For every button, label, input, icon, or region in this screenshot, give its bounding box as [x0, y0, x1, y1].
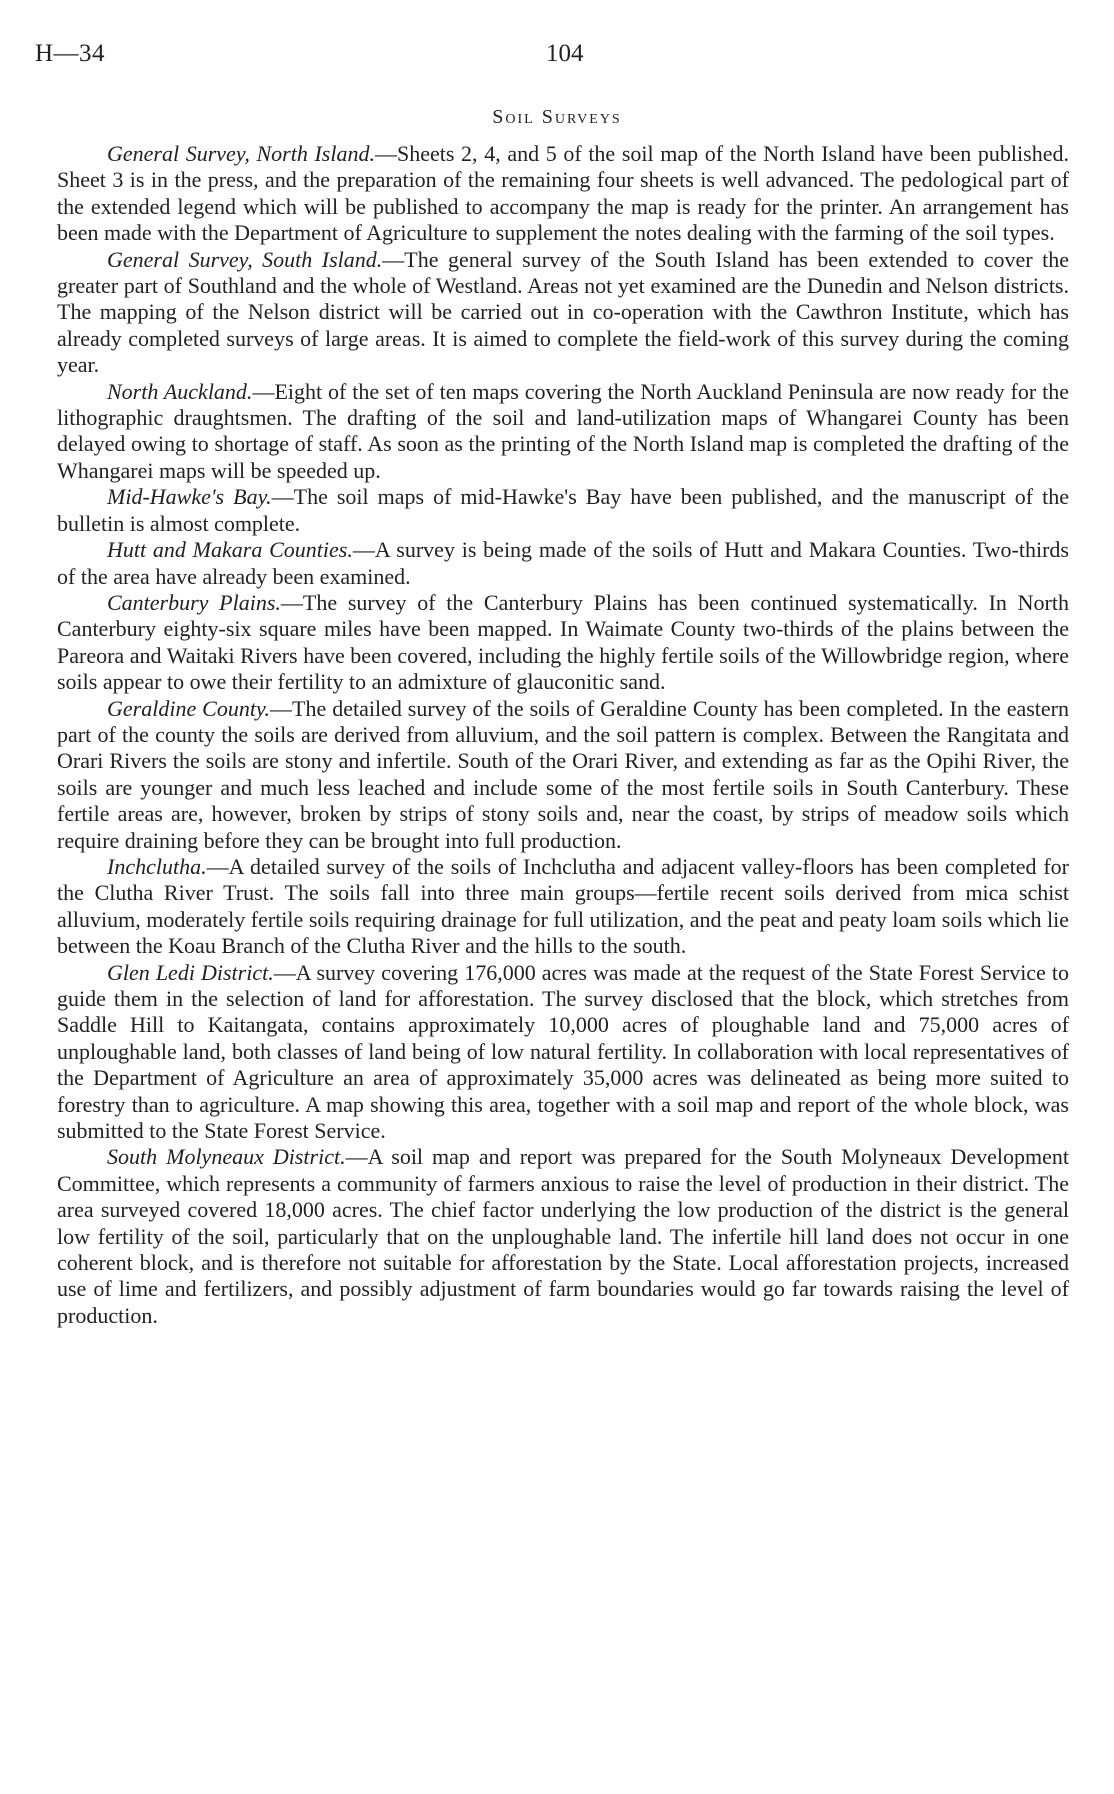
paragraph-heading: General Survey, South Island. [107, 246, 383, 272]
paragraph-text: —The survey of the Canterbury Plains has been continued systematically. In North Canterbury eighty-six square miles have been mapped. In Waimate County two-thirds of the plains between the Pareora and Waitaki Rivers have been covered, including the highly fertile soils of the Willowbridge region, where soils appear to owe their fertility to an admixture of glauconitic sand. [57, 589, 1069, 695]
paragraph-text: —A survey is being made of the soils of Hutt and Makara Counties. Two-thirds of the area have already been examined. [57, 537, 1069, 589]
paragraph-heading: Canterbury Plains. [107, 589, 281, 615]
paragraph-general-survey-north-island [57, 141, 1069, 247]
paragraph-heading: Inchclutha. [107, 853, 207, 879]
paragraph-north-auckland [57, 379, 1069, 485]
paragraph-glen-ledi-district [57, 960, 1069, 1145]
page-number: 104 [546, 40, 584, 67]
paragraph-inchclutha [57, 854, 1069, 960]
paragraph-mid-hawkes-bay [57, 484, 1069, 537]
paragraph-text: —A soil map and report was prepared for the South Molyneaux Development Committee, which represents a community of farmers anxious to raise the level of production in their district. The area surveyed covered 18,000 acres. The chief factor underlying the low production of the district is the general low fertility of the soil, particularly that on the unploughable land. The infertile hill land does not occur in one coherent block, and is therefore not suitable for afforestation by the State. Local afforestation projects, increased use of lime and fertilizers, and possibly adjustment of farm boundaries would go far towards raising the level of production. [57, 1144, 1069, 1328]
section-title: Soil Surveys [492, 106, 622, 128]
paragraph-geraldine-county [57, 696, 1069, 854]
paragraph-general-survey-south-island [57, 247, 1069, 379]
paragraph-south-molyneaux-district [57, 1144, 1069, 1329]
paragraph-text: —Sheets 2, 4, and 5 of the soil map of the North Island have been published. Sheet 3 is in the press, and the preparation of the remaining four sheets is well advanced. The pedological part of the extended legend which will be published to accompany the map is ready for the printer. An arrangement has been made with the Department of Agriculture to supplement the notes dealing with the farming of the soil types. [57, 141, 1069, 246]
paragraph-heading: Hutt and Makara Counties. [107, 537, 353, 563]
paragraph-text: —Eight of the set of ten maps covering the North Auckland Peninsula are now ready for the lithographic draughtsmen. The drafting of the soil and land-utilization maps of Whangarei County has been delayed owing to shortage of staff. As soon as the printing of the North Island map is completed the drafting of the Whangarei maps will be speeded up. [57, 378, 1069, 483]
paragraph-canterbury-plains [57, 590, 1069, 696]
paragraph-heading: South Molyneaux District. [107, 1144, 346, 1170]
paragraph-text: —The soil maps of mid-Hawke's Bay have been published, and the manuscript of the bulletin is almost complete. [57, 484, 1069, 536]
paragraph-text: —A survey covering 176,000 acres was made at the request of the State Forest Service to guide them in the selection of land for afforestation. The survey disclosed that the block, which stretches from Saddle Hill to Kaitangata, contains approximately 10,000 acres of ploughable land and 75,000 acres of unploughable land, both classes of land being of low natural fertility. In collaboration with local representatives of the Department of Agriculture an area of approximately 35,000 acres was delineated as being more suited to forestry than to agriculture. A map showing this area, together with a soil map and report of the whole block, was submitted to the State Forest Service. [57, 959, 1070, 1144]
paragraph-text: —The detailed survey of the soils of Geraldine County has been completed. In the eastern part of the county the soils are derived from alluvium, and the soil pattern is complex. Between the Rangitata and Orari Rivers the soils are stony and infertile. South of the Orari River, and extending as far as the Opihi River, the soils are younger and much less leached and include some of the most fertile soils in South Canterbury. These fertile areas are, however, broken by strips of stony soils and, near the coast, by strips of meadow soils which require draining before they can be brought into full production. [57, 695, 1069, 853]
paragraph-heading: Mid-Hawke's Bay. [107, 484, 272, 510]
paragraph-text: —The general survey of the South Island has been extended to cover the greater part of Southland and the whole of Westland. Areas not yet examined are the Dunedin and Nelson districts. The mapping of the Nelson district will be carried out in co-operation with the Cawthron Institute, which has already completed surveys of large areas. It is aimed to complete the field-work of this survey during the coming year. [57, 246, 1069, 378]
body-text [57, 141, 1069, 1329]
paragraph-heading: General Survey, North Island. [107, 141, 375, 166]
page-id: H—34 [35, 40, 106, 67]
paragraph-heading: Geraldine County. [107, 695, 271, 721]
paragraph-heading: Glen Ledi District. [107, 959, 274, 985]
paragraph-heading: North Auckland. [107, 378, 253, 404]
paragraph-hutt-and-makara [57, 537, 1069, 590]
paragraph-text: —A detailed survey of the soils of Inchclutha and adjacent valley-floors has been completed for the Clutha River Trust. The soils fall into three main groups—fertile recent soils derived from mica schist alluvium, moderately fertile soils requiring drainage for full utilization, and the peat and peaty loam soils which lie between the Koau Branch of the Clutha River and the hills to the south. [57, 853, 1069, 959]
